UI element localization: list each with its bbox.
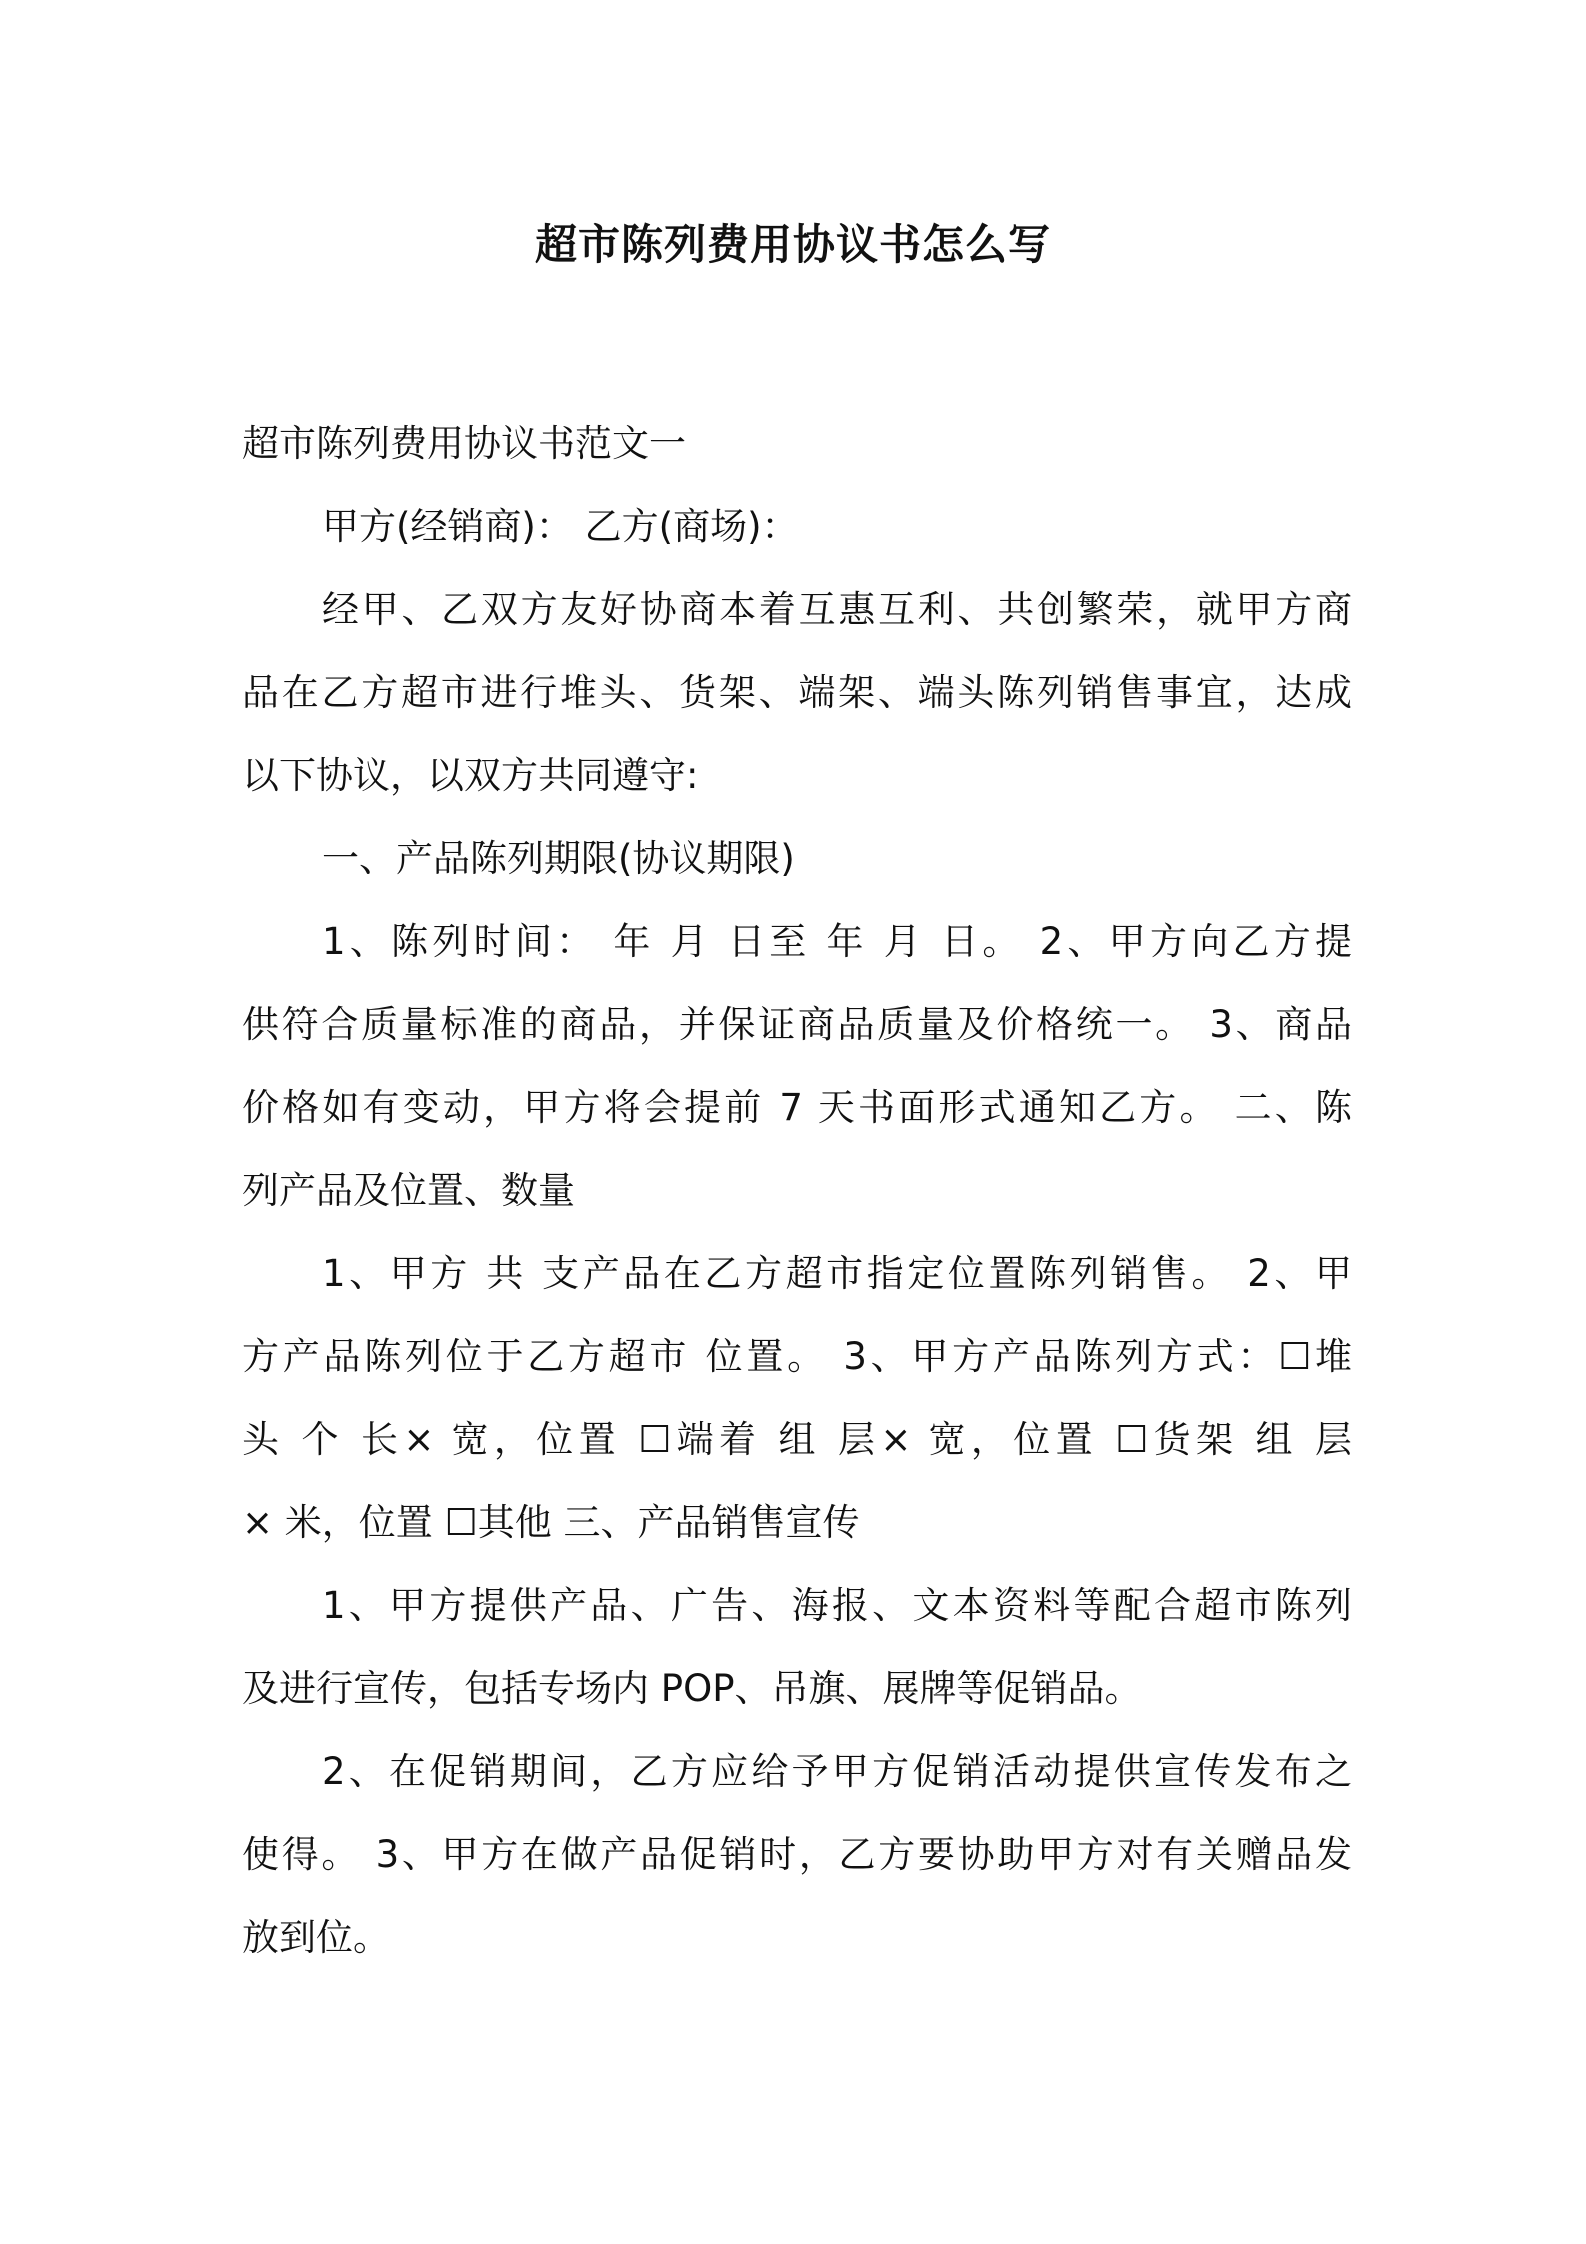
document-body xyxy=(242,402,1352,1979)
document-line: 一、产品陈列期限(协议期限) xyxy=(322,837,795,880)
document-line: 1、甲方 共 支产品在乙方超市指定位置陈列销售。 2、甲 xyxy=(322,1252,1352,1295)
document-line: 价格如有变动，甲方将会提前 7 天书面形式通知乙方。 二、陈 xyxy=(242,1086,1352,1129)
document-line: 列产品及位置、数量 xyxy=(242,1169,575,1212)
document-line: 2、在促销期间，乙方应给予甲方促销活动提供宣传发布之 xyxy=(322,1750,1352,1793)
document-line: 品在乙方超市进行堆头、货架、端架、端头陈列销售事宜，达成 xyxy=(242,671,1352,714)
document-line: 头 个 长× 宽，位置 ☐端着 组 层× 宽，位置 ☐货架 组 层 xyxy=(242,1418,1352,1461)
document-line: 超市陈列费用协议书范文一 xyxy=(242,422,686,465)
document-line: 经甲、乙双方友好协商本着互惠互利、共创繁荣，就甲方商 xyxy=(322,588,1352,631)
document-line: 1、甲方提供产品、广告、海报、文本资料等配合超市陈列 xyxy=(322,1584,1352,1627)
document-line: 供符合质量标准的商品，并保证商品质量及价格统一。 3、商品 xyxy=(242,1003,1352,1046)
document-title: 超市陈列费用协议书怎么写 xyxy=(534,220,1051,269)
document-line: 1、陈列时间： 年 月 日至 年 月 日。 2、甲方向乙方提 xyxy=(322,920,1352,963)
document-line: 甲方(经销商)： 乙方(商场)： xyxy=(322,505,799,548)
document-line: 及进行宣传，包括专场内 POP、吊旗、展牌等促销品。 xyxy=(242,1667,1142,1710)
document-line: 方产品陈列位于乙方超市 位置。 3、甲方产品陈列方式：☐堆 xyxy=(242,1335,1352,1378)
document-line: 使得。 3、甲方在做产品促销时，乙方要协助甲方对有关赠品发 xyxy=(242,1833,1352,1876)
document-line: 以下协议，以双方共同遵守: xyxy=(242,754,699,797)
document-line: × 米，位置 ☐其他 三、产品销售宣传 xyxy=(242,1501,860,1544)
document-line: 放到位。 xyxy=(242,1916,390,1959)
